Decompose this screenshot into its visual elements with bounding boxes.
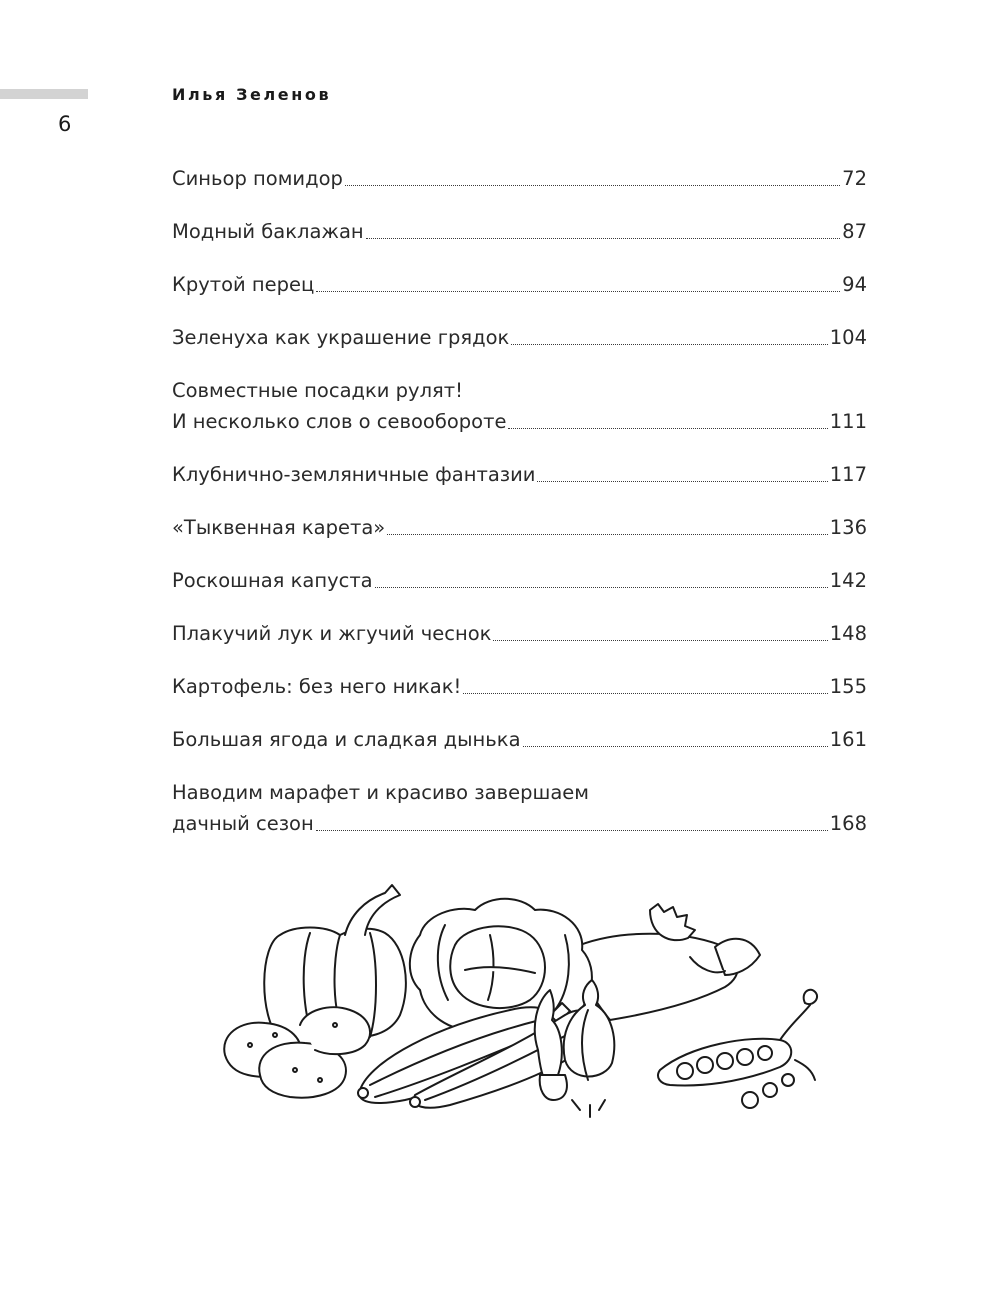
toc-entry (172, 322, 867, 353)
toc-line (172, 724, 867, 755)
toc-entry-title: Большая ягода и сладкая дынька (172, 728, 521, 751)
vegetables-illustration (220, 875, 820, 1130)
toc-entry-title: Плакучий лук и жгучий чеснок (172, 622, 492, 645)
toc-entry-title: Крутой перец (172, 273, 315, 296)
toc-line (172, 512, 867, 543)
pea-pod-icon (658, 990, 817, 1108)
toc-page-number: 148 (829, 622, 867, 645)
toc-entry (172, 512, 867, 543)
toc-entry-title: Роскошная капуста (172, 569, 373, 592)
toc-dot-leader (316, 291, 840, 292)
toc-line (172, 459, 867, 490)
toc-dot-leader (508, 428, 827, 429)
toc-dot-leader (523, 746, 828, 747)
toc-line (172, 406, 867, 437)
toc-entry (172, 269, 867, 300)
toc-line (172, 163, 867, 194)
toc-entry (172, 671, 867, 702)
toc-dot-leader (511, 344, 827, 345)
toc-entry-title: Наводим марафет и красиво завершаем (172, 781, 589, 804)
toc-entry-title: Зеленуха как украшение грядок (172, 326, 510, 349)
toc-page-number: 111 (829, 410, 867, 433)
toc-line (172, 618, 867, 649)
toc-page-number: 142 (829, 569, 867, 592)
toc-dot-leader (316, 830, 828, 831)
toc-entry (172, 375, 867, 437)
toc-page-number: 104 (829, 326, 867, 349)
toc-dot-leader (493, 640, 827, 641)
toc-line (172, 777, 867, 808)
toc-dot-leader (375, 587, 828, 588)
toc-line (172, 808, 867, 839)
toc-line (172, 322, 867, 353)
toc-entry-title: «Тыквенная карета» (172, 516, 386, 539)
toc-entry-title: Модный баклажан (172, 220, 364, 243)
toc-page-number: 72 (842, 167, 867, 190)
toc-entry-title: дачный сезон (172, 812, 314, 835)
toc-entry-title: И несколько слов о севообороте (172, 410, 507, 433)
toc-line (172, 565, 867, 596)
toc-entry-title: Синьор помидор (172, 167, 343, 190)
toc-entry (172, 216, 867, 247)
toc-dot-leader (345, 185, 840, 186)
table-of-contents (172, 163, 867, 861)
toc-dot-leader (387, 534, 828, 535)
toc-entry (172, 459, 867, 490)
toc-dot-leader (366, 238, 840, 239)
toc-page-number: 168 (829, 812, 867, 835)
running-head-author: Илья Зеленов (172, 85, 332, 104)
toc-dot-leader (463, 693, 827, 694)
toc-entry (172, 565, 867, 596)
toc-line (172, 375, 867, 406)
toc-dot-leader (537, 481, 827, 482)
toc-entry (172, 724, 867, 755)
toc-entry-title: Картофель: без него никак! (172, 675, 462, 698)
toc-entry-title: Совместные посадки рулят! (172, 379, 463, 402)
toc-page-number: 94 (842, 273, 867, 296)
toc-page-number: 155 (829, 675, 867, 698)
toc-page-number: 136 (829, 516, 867, 539)
toc-page-number: 161 (829, 728, 867, 751)
toc-entry (172, 163, 867, 194)
eggplant-icon (579, 904, 760, 1020)
page-tab-marker (0, 89, 88, 99)
toc-entry-title: Клубнично-земляничные фантазии (172, 463, 536, 486)
toc-line (172, 216, 867, 247)
toc-entry (172, 777, 867, 839)
toc-line (172, 671, 867, 702)
toc-line (172, 269, 867, 300)
toc-page-number: 117 (829, 463, 867, 486)
toc-entry (172, 618, 867, 649)
vegetables-icon (220, 875, 820, 1130)
page-number: 6 (58, 112, 72, 136)
toc-page-number: 87 (842, 220, 867, 243)
